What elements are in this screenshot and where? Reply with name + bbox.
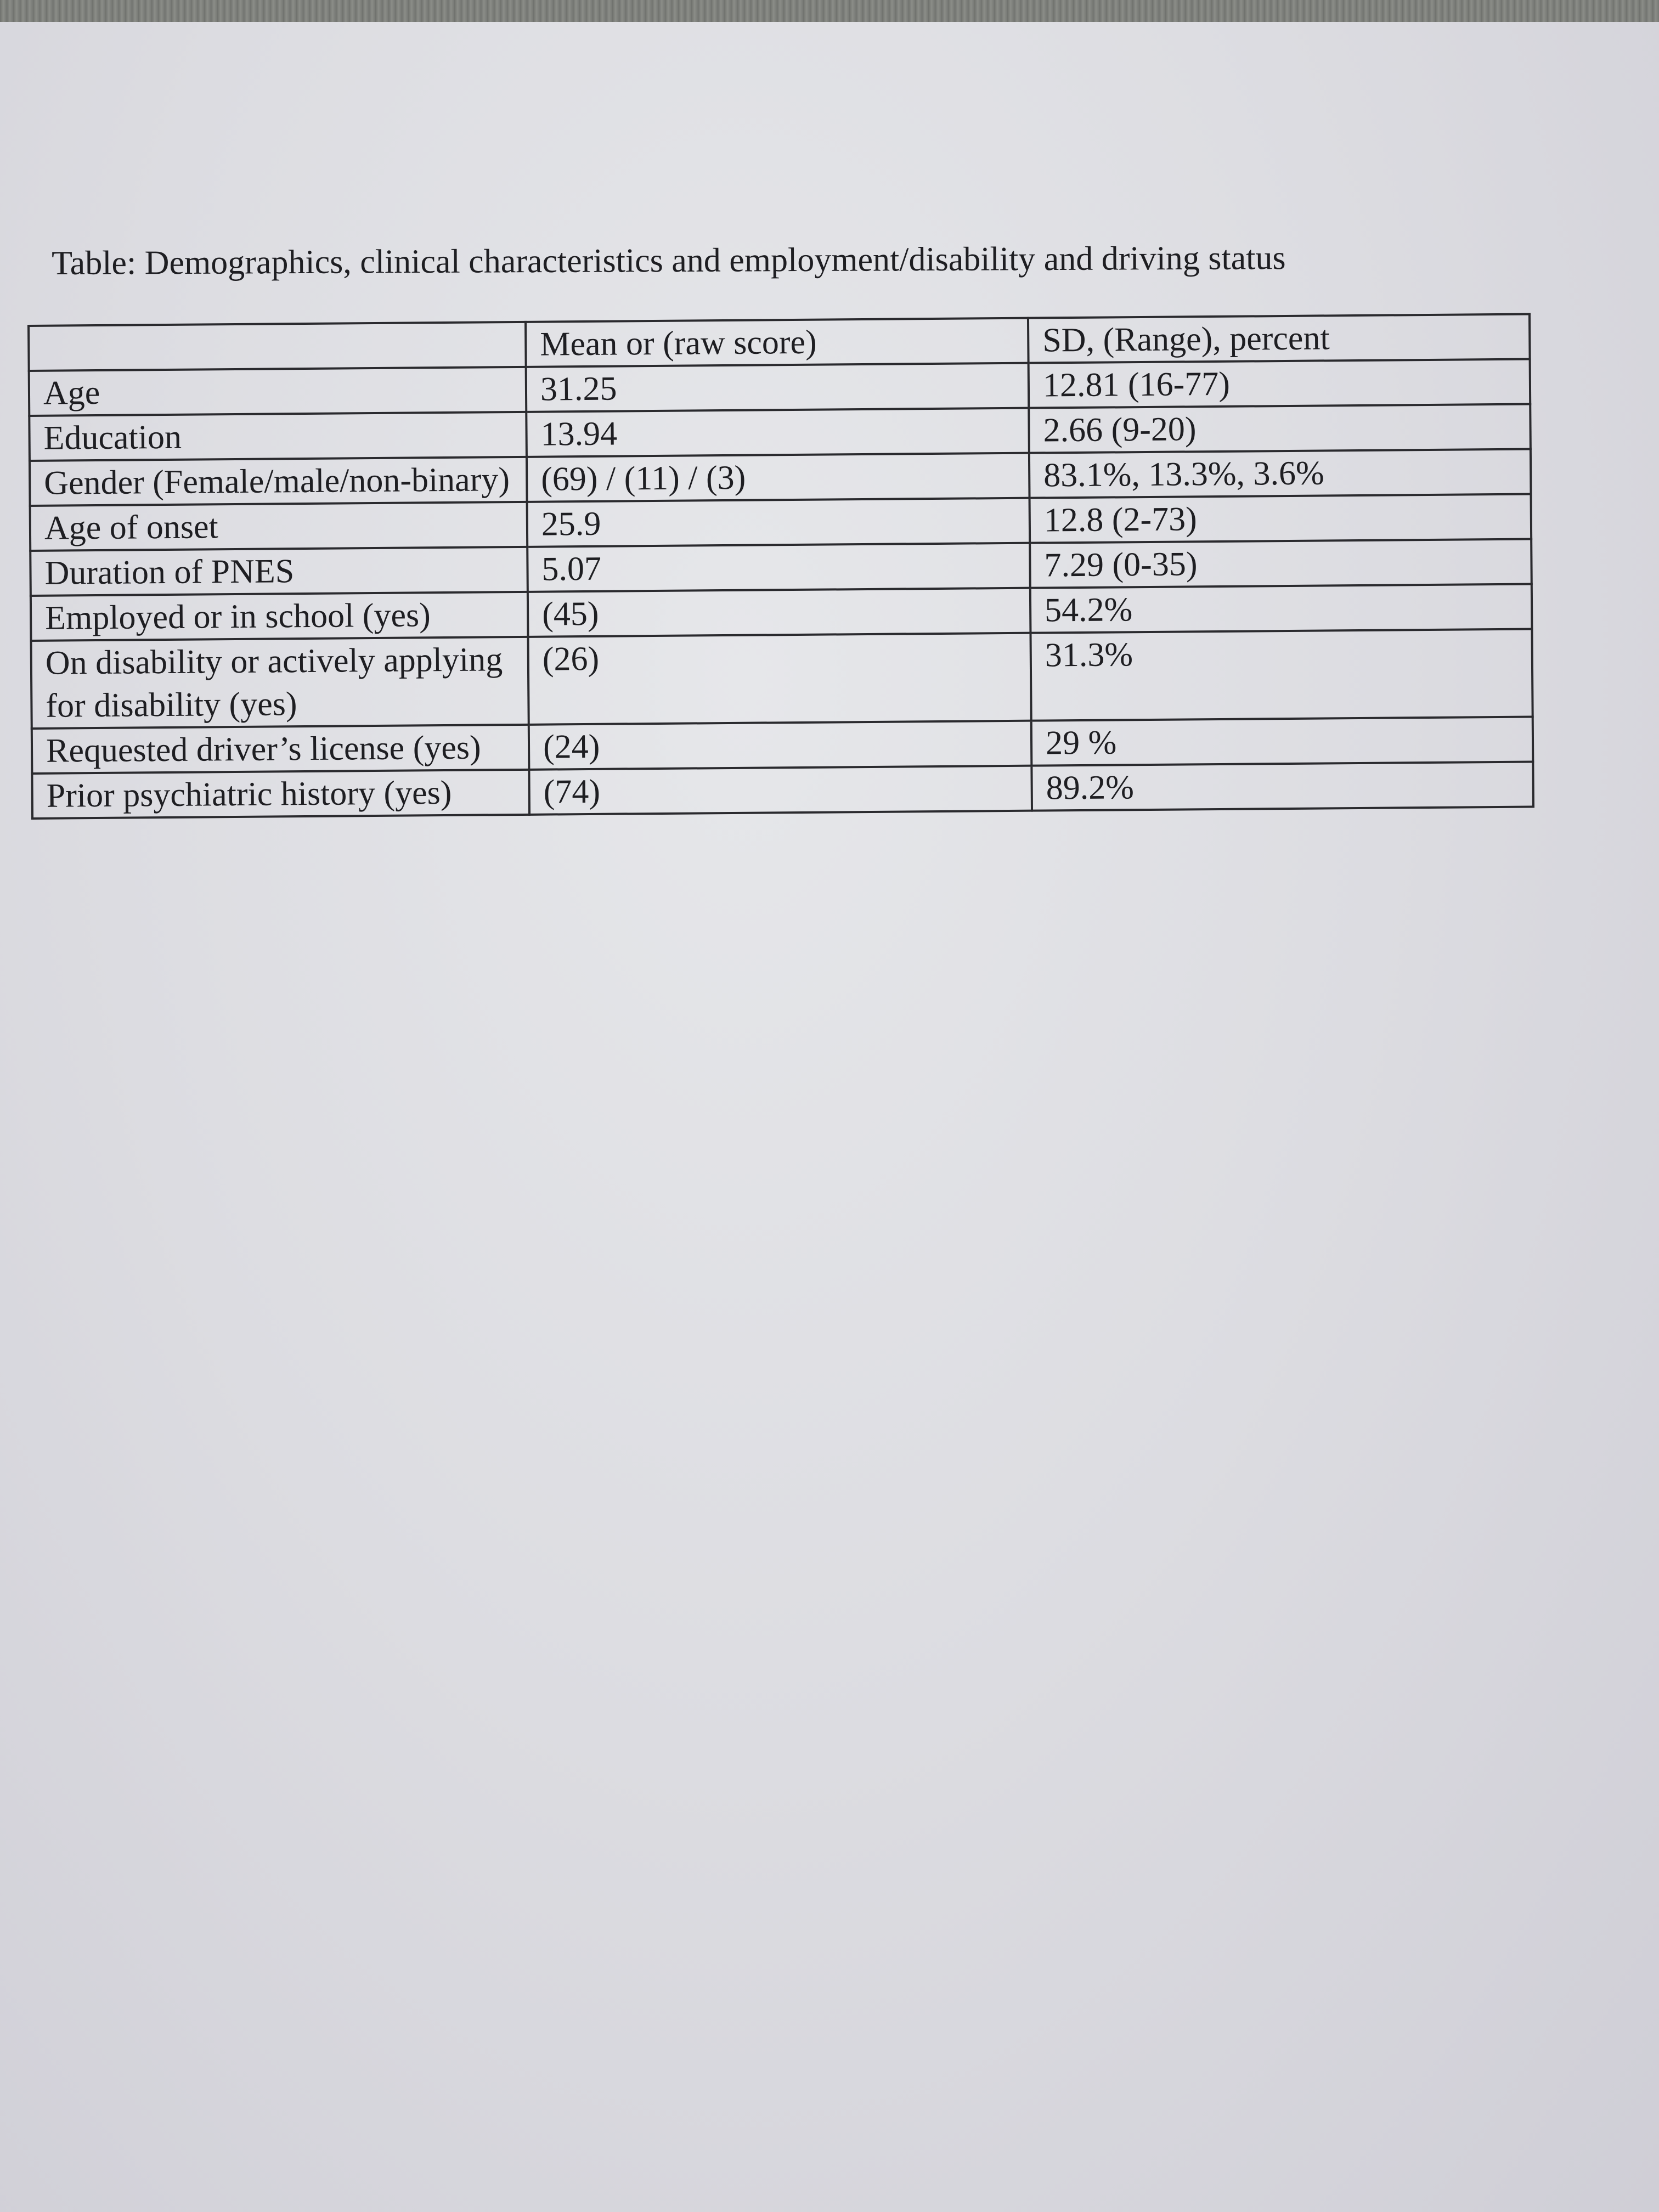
row-sd: 89.2% — [1031, 761, 1533, 810]
row-label: Education — [29, 412, 527, 461]
row-label: Requested driver’s license (yes) — [32, 725, 529, 774]
row-label: Gender (Female/male/non-binary) — [30, 457, 527, 506]
row-label: Duration of PNES — [30, 547, 528, 596]
row-mean: 31.25 — [526, 363, 1029, 412]
row-mean: 25.9 — [527, 498, 1030, 547]
row-mean: (69) / (11) / (3) — [527, 453, 1030, 502]
header-cell-empty — [29, 322, 526, 371]
header-cell-sd: SD, (Range), percent — [1028, 314, 1530, 363]
row-sd: 12.8 (2-73) — [1030, 494, 1532, 543]
table-row — [31, 629, 1533, 728]
row-mean: (45) — [528, 588, 1031, 637]
row-mean: (74) — [529, 766, 1032, 815]
header-cell-mean: Mean or (raw score) — [526, 318, 1029, 367]
table-caption: Table: Demographics, clinical characteristics and employment/disability and driving status — [52, 239, 1286, 282]
row-label: On disability or actively applying for disability (yes) — [31, 637, 529, 729]
row-label: Age — [29, 367, 527, 416]
demographics-table — [27, 313, 1534, 819]
row-mean: (24) — [529, 721, 1032, 770]
row-label: Prior psychiatric history (yes) — [32, 770, 529, 819]
row-mean: 13.94 — [526, 408, 1029, 457]
row-sd: 31.3% — [1030, 629, 1532, 720]
row-sd: 2.66 (9-20) — [1029, 404, 1531, 453]
row-sd: 7.29 (0-35) — [1030, 539, 1532, 588]
row-sd: 54.2% — [1030, 584, 1532, 633]
row-sd: 12.81 (16-77) — [1029, 359, 1531, 408]
row-sd: 29 % — [1031, 716, 1533, 765]
row-mean: (26) — [528, 633, 1031, 725]
row-sd: 83.1%, 13.3%, 3.6% — [1029, 449, 1531, 498]
row-label: Employed or in school (yes) — [31, 592, 528, 641]
row-mean: 5.07 — [527, 543, 1030, 592]
demographics-table-wrapper — [27, 313, 1534, 819]
row-label: Age of onset — [30, 502, 528, 551]
